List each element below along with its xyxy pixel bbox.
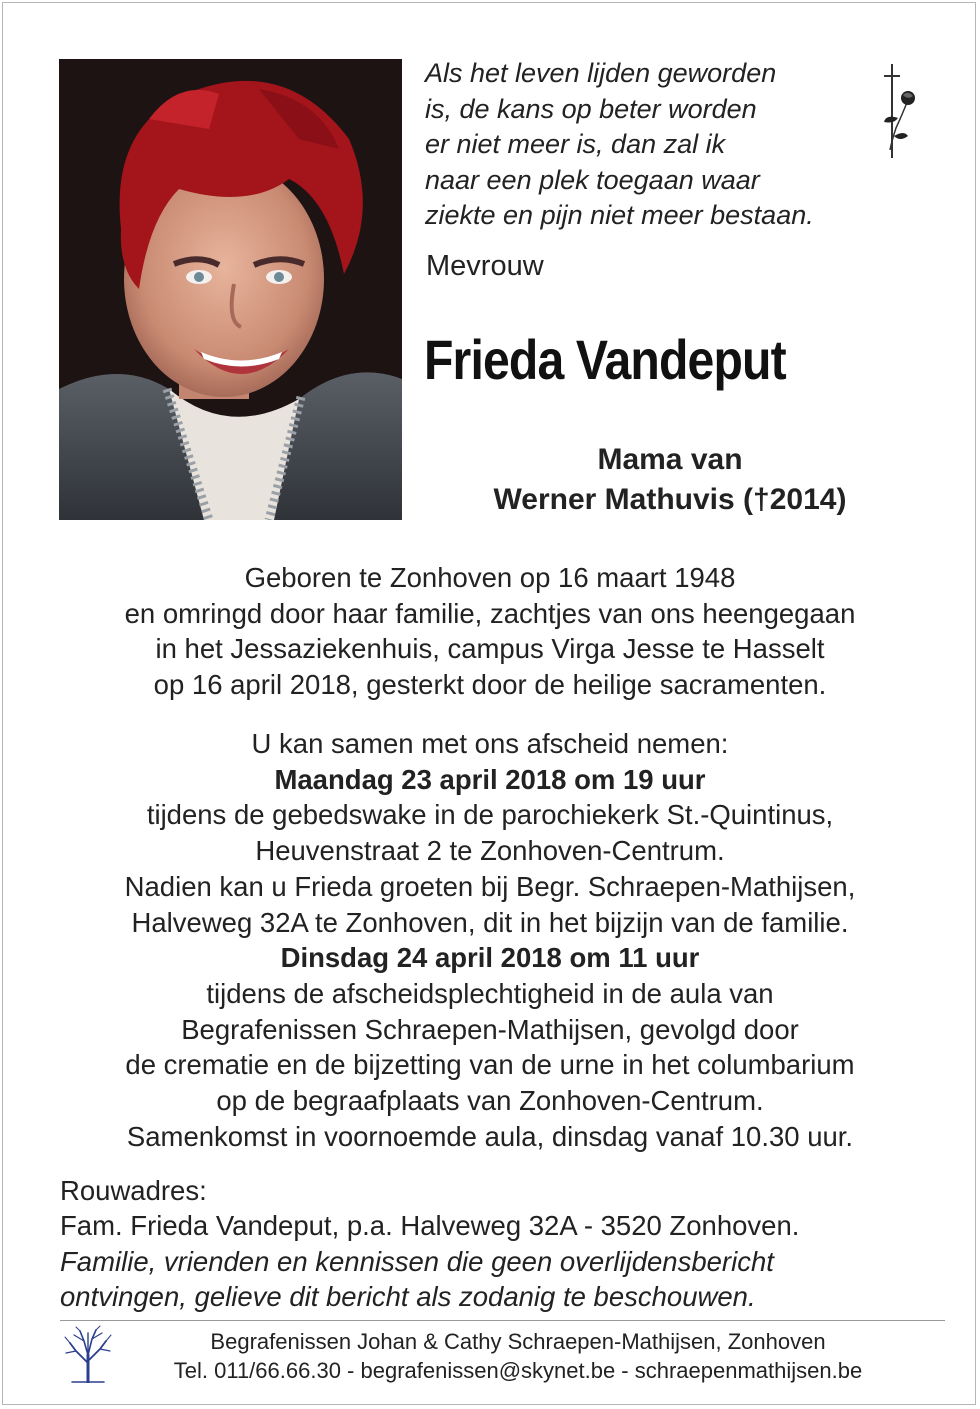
- poem-line: is, de kans op beter worden: [425, 93, 757, 124]
- notice-note: Familie, vrienden en kennissen die geen overlijdensbericht: [60, 1245, 774, 1277]
- text-line: in het Jessaziekenhuis, campus Virga Jesse te Hasselt: [155, 633, 825, 665]
- tree-logo-icon: [62, 1325, 114, 1383]
- service-datetime: Dinsdag 24 april 2018 om 11 uur: [280, 942, 700, 974]
- mourning-address: [60, 1173, 940, 1314]
- text-line: de crematie en de bijzetting van de urne in het columbarium: [125, 1049, 855, 1081]
- text-line: Halveweg 32A te Zonhoven, dit in het bijzijn van de familie.: [131, 906, 849, 938]
- contact-line: Tel. 011/66.66.30 - begrafenissen@skynet.be - schraepenmathijsen.be: [173, 1358, 863, 1383]
- notice-note: ontvingen, gelieve dit bericht als zodanig te beschouwen.: [60, 1280, 756, 1312]
- text-line: op de begraafplaats van Zonhoven-Centrum.: [216, 1085, 764, 1117]
- address-label: Rouwadres:: [60, 1175, 207, 1206]
- birth-death-paragraph: [40, 560, 940, 703]
- wake-datetime: Maandag 23 april 2018 om 19 uur: [274, 763, 706, 795]
- poem-line: Als het leven lijden geworden: [425, 58, 777, 88]
- relation-line: Mama van: [597, 443, 743, 476]
- text-line: tijdens de gebedswake in de parochiekerk St.-Quintinus,: [146, 799, 834, 831]
- poem-line: naar een plek toegaan waar: [425, 164, 760, 195]
- address-text: Fam. Frieda Vandeput, p.a. Halveweg 32A - 3520 Zonhoven.: [60, 1210, 800, 1242]
- relation: [440, 440, 900, 520]
- footer-divider: [60, 1320, 945, 1321]
- poem: [425, 56, 855, 234]
- text-line: Samenkomst in voornoemde aula, dinsdag vanaf 10.30 uur.: [126, 1120, 854, 1152]
- text-line: Geboren te Zonhoven op 16 maart 1948: [244, 562, 736, 593]
- farewell-intro: U kan samen met ons afscheid nemen:: [251, 728, 729, 759]
- text-line: Heuvenstraat 2 te Zonhoven-Centrum.: [255, 835, 725, 867]
- poem-line: ziekte en pijn niet meer bestaan.: [425, 200, 814, 230]
- relation-line: Werner Mathuvis (†2014): [493, 483, 847, 516]
- cross-with-rose-icon: [872, 60, 920, 160]
- text-line: Nadien kan u Frieda groeten bij Begr. Schraepen-Mathijsen,: [124, 870, 856, 902]
- poem-line: er niet meer is, dan zal ik: [425, 129, 726, 159]
- deceased-name: Frieda Vandeput: [424, 328, 786, 391]
- text-line: en omringd door haar familie, zachtjes van ons heengegaan: [124, 597, 856, 629]
- text-line: tijdens de afscheidsplechtigheid in de aula van: [206, 977, 774, 1009]
- text-line: op 16 april 2018, gesterkt door de heilige sacramenten.: [153, 669, 827, 701]
- farewell-paragraph: [40, 726, 940, 1154]
- portrait-photo: [59, 59, 402, 520]
- salutation: Mevrouw: [426, 250, 544, 282]
- funeral-company: Begrafenissen Johan & Cathy Schraepen-Mathijsen, Zonhoven: [210, 1329, 826, 1354]
- text-line: Begrafenissen Schraepen-Mathijsen, gevolgd door: [181, 1013, 799, 1045]
- footer: [118, 1327, 918, 1385]
